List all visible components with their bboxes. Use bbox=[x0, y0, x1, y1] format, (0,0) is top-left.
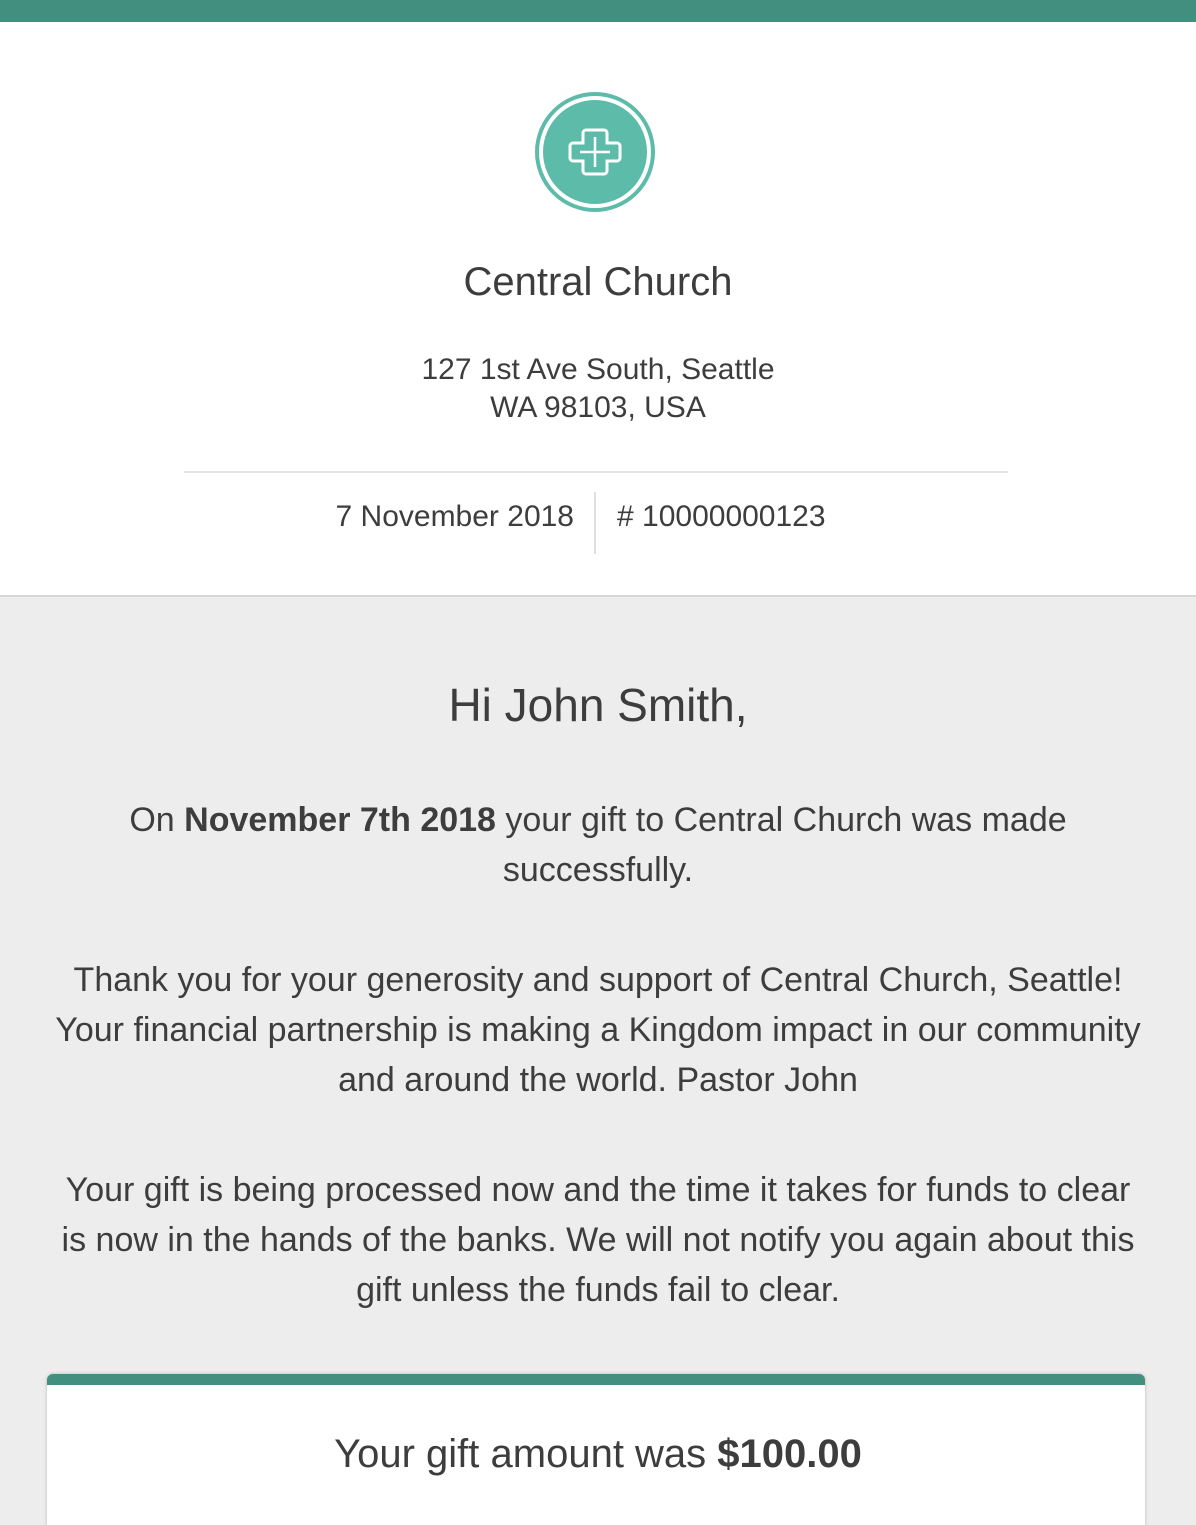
gift-amount-value: $100.00 bbox=[717, 1432, 862, 1476]
gift-date: November 7th 2018 bbox=[184, 801, 496, 839]
church-address bbox=[0, 351, 1196, 427]
address-line-1: 127 1st Ave South, Seattle bbox=[421, 353, 775, 386]
p1-suffix: your gift to Central Church was made successfully. bbox=[495, 801, 1067, 889]
top-accent-bar bbox=[0, 0, 1196, 22]
gift-amount-label: Your gift amount was bbox=[334, 1432, 718, 1476]
thank-you-paragraph: Thank you for your generosity and support of Central Church, Seattle! Your financial partnership is making a Kingdom impact in our community and around the world. Pastor John bbox=[55, 961, 1141, 1099]
receipt-date: 7 November 2018 bbox=[335, 500, 574, 533]
gift-amount-line bbox=[0, 1432, 1196, 1477]
processing-paragraph: Your gift is being processed now and the time it takes for funds to clear is now in the hands of the banks. We will not notify you again about this gift unless the funds fail to clear. bbox=[61, 1171, 1135, 1309]
address-line-2: WA 98103, USA bbox=[490, 391, 706, 424]
meta-separator bbox=[594, 492, 596, 554]
p1-prefix: On bbox=[129, 801, 185, 839]
cross-icon bbox=[535, 92, 655, 212]
greeting: Hi John Smith, bbox=[448, 679, 748, 731]
church-name: Central Church bbox=[463, 260, 733, 304]
header-divider bbox=[184, 471, 1008, 473]
receipt-header bbox=[0, 22, 1196, 597]
receipt-number: # 10000000123 bbox=[617, 500, 826, 533]
confirmation-paragraph bbox=[50, 795, 1146, 895]
